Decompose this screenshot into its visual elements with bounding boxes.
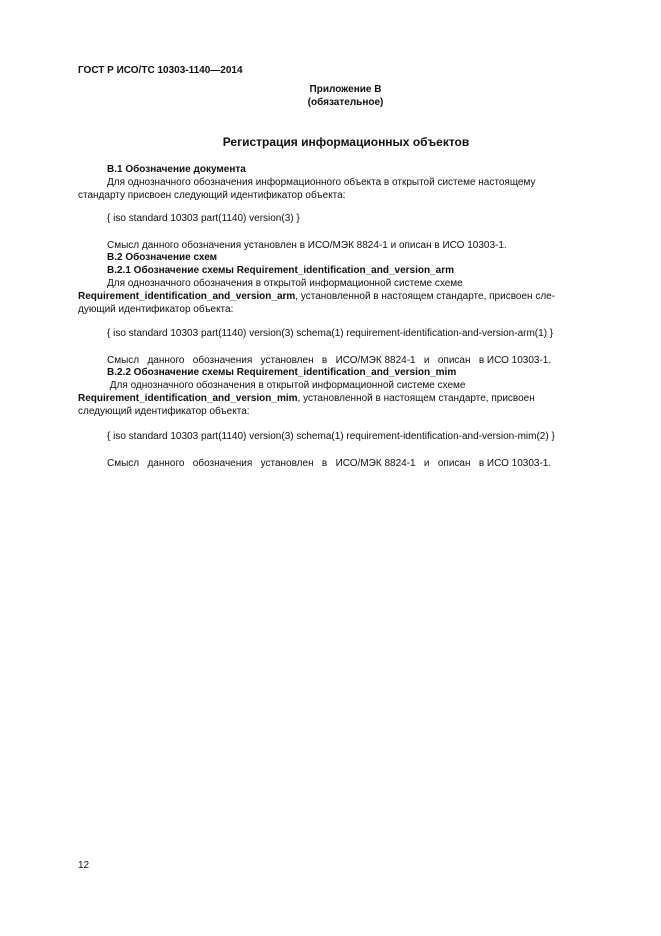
b1-identifier: { iso standard 10303 part(1140) version(3) }	[107, 213, 300, 224]
b22-paragraph-line2	[78, 393, 535, 405]
b22-paragraph-line2-rest: , установленной в настоящем стандарте, присвоен	[297, 393, 535, 404]
annex-type: (обязательное)	[307, 97, 384, 108]
b22-paragraph-line3: следующий идентификатор объекта:	[78, 406, 250, 417]
page-number: 12	[78, 860, 90, 871]
b21-heading: В.2.1 Обозначение схемы Requirement_identification_and_version_arm	[107, 265, 455, 276]
b22-identifier: { iso standard 10303 part(1140) version(3) schema(1) requirement-identification-and-version-mim(2) }	[107, 431, 555, 442]
annex-heading: Регистрация информационных объектов	[222, 135, 470, 149]
b1-paragraph-line2: стандарту присвоен следующий идентификатор объекта:	[78, 190, 346, 201]
b21-paragraph-line2-rest: , установленной в настоящем стандарте, присвоен сле-	[295, 291, 556, 302]
b21-identifier: { iso standard 10303 part(1140) version(3) schema(1) requirement-identification-and-version-arm(1) }	[107, 328, 554, 339]
b21-paragraph-line1: Для однозначного обозначения в открытой информационной системе схеме	[107, 278, 463, 289]
b1-meaning: Смысл данного обозначения установлен в ИСО/МЭК 8824-1 и описан в ИСО 10303-1.	[107, 240, 507, 251]
b21-meaning: Смысл данного обозначения установлен в ИСО/МЭК 8824-1 и описан в ИСО 10303-1.	[107, 355, 552, 366]
b21-paragraph-line3: дующий идентификатор объекта:	[78, 304, 234, 315]
b22-heading: В.2.2 Обозначение схемы Requirement_identification_and_version_mim	[107, 367, 457, 378]
b22-schema-name: Requirement_identification_and_version_mim	[78, 393, 298, 404]
b22-meaning: Смысл данного обозначения установлен в ИСО/МЭК 8824-1 и описан в ИСО 10303-1.	[107, 458, 552, 469]
b1-paragraph-line1: Для однозначного обозначения информационного объекта в открытой системе настоящему	[107, 177, 536, 188]
b1-heading: В.1 Обозначение документа	[107, 164, 246, 175]
b21-paragraph-line2	[78, 291, 555, 303]
b2-heading: В.2 Обозначение схем	[107, 252, 218, 263]
b21-schema-name: Requirement_identification_and_version_arm	[78, 291, 296, 302]
annex-title: Приложение В	[309, 84, 382, 95]
b22-paragraph-line1: Для однозначного обозначения в открытой информационной системе схеме	[107, 380, 466, 391]
standard-designation: ГОСТ Р ИСО/ТС 10303-1140—2014	[78, 65, 243, 76]
